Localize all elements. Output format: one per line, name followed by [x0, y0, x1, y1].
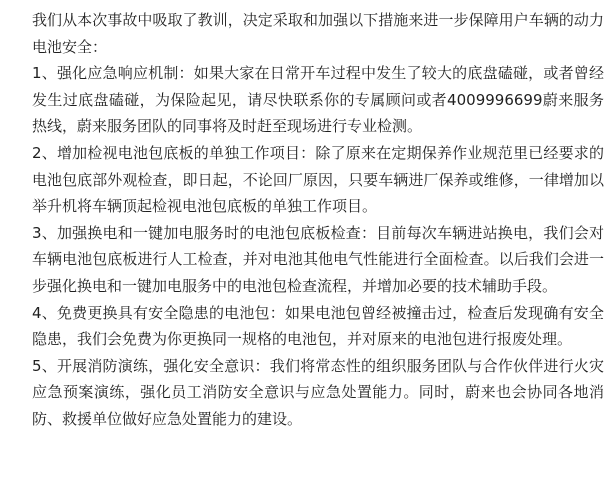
intro-paragraph: 我们从本次事故中吸取了教训，决定采取和加强以下措施来进一步保障用户车辆的动力电池安全：	[32, 11, 604, 56]
measure-3-paragraph: 3、加强换电和一键加电服务时的电池包底板检查：目前每次车辆进站换电，我们会对车辆电池包底板进行人工检查，并对电池其他电气性能进行全面检查。以后我们会进一步强化换电和一键加电服务中的电池包检查流程，并增加必要的技术辅助手段。	[32, 223, 604, 295]
measure-4-paragraph: 4、免费更换具有安全隐患的电池包：如果电池包曾经被撞击过，检查后发现确有安全隐患，我们会免费为你更换同一规格的电池包，并对原来的电池包进行报废处理。	[32, 303, 604, 349]
measure-2-paragraph: 2、增加检视电池包底板的单独工作项目：除了原来在定期保养作业规范里已经要求的电池包底部外观检查，即日起，不论回厂原因，只要车辆进厂保养或维修，一律增加以举升机将车辆顶起检视电池包底板的单独工作项目。	[32, 143, 604, 216]
measure-5-paragraph: 5、开展消防演练，强化安全意识：我们将常态性的组织服务团队与合作伙伴进行火灾应急预案演练，强化员工消防安全意识与应急处置能力。同时，蔚来也会协同各地消防、救援单位做好应急处置能力的建设。	[32, 356, 604, 428]
announcement-body	[32, 7, 604, 433]
measure-1-paragraph: 1、强化应急响应机制：如果大家在日常开车过程中发生了较大的底盘磕碰，或者曾经发生过底盘磕碰，为保险起见，请尽快联系你的专属顾问或者4009996699蔚来服务热线，蔚来服务团队的同事将及时赶至现场进行专业检测。	[32, 64, 604, 136]
